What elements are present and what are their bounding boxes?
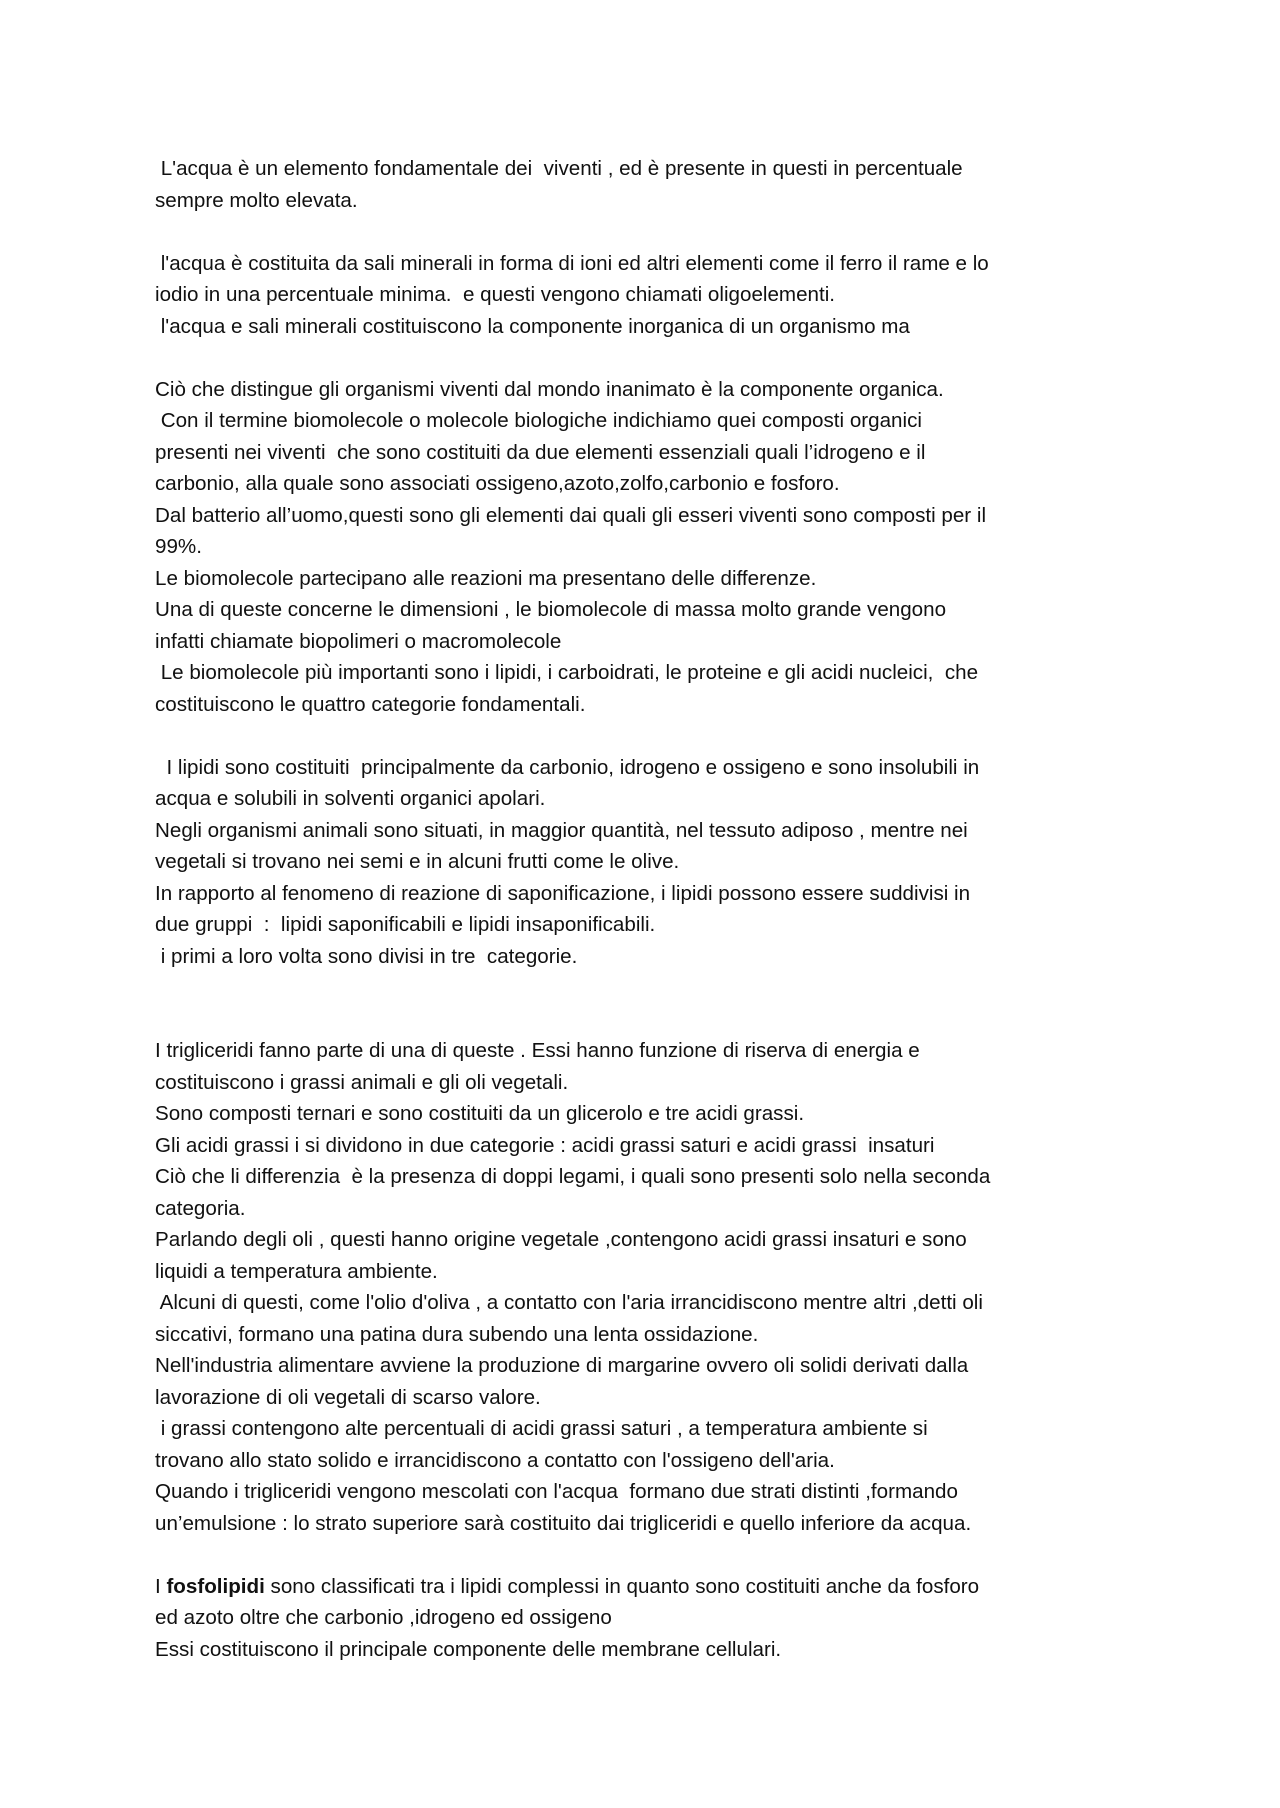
text-line: acqua e solubili in solventi organici apolari.: [155, 787, 546, 810]
text-line: In rapporto al fenomeno di reazione di saponificazione, i lipidi possono essere suddivisi in: [155, 881, 971, 905]
text-line: trovano allo stato solido e irrancidiscono a contatto con l'ossigeno dell'aria.: [155, 1448, 835, 1472]
text-line: Con il termine biomolecole o molecole biologiche indichiamo quei composti organici: [155, 409, 922, 432]
text-line: carbonio, alla quale sono associati ossigeno,azoto,zolfo,carbonio e fosforo.: [155, 472, 840, 495]
text-fragment: I: [155, 1574, 167, 1598]
text-line: Gli acidi grassi i si dividono in due categorie : acidi grassi saturi e acidi grassi insaturi: [155, 1133, 935, 1157]
text-line: 99%.: [155, 535, 202, 558]
bold-term: fosfolipidi: [166, 1574, 265, 1598]
text-line: costituiscono i grassi animali e gli oli vegetali.: [155, 1070, 569, 1094]
text-line: i primi a loro volta sono divisi in tre categorie.: [155, 944, 578, 968]
text-line: Dal batterio all’uomo,questi sono gli elementi dai quali gli esseri viventi sono composti per il: [155, 503, 987, 527]
text-line: Parlando degli oli , questi hanno origine vegetale ,contengono acidi grassi insaturi e sono: [155, 1228, 967, 1251]
text-line: Alcuni di questi, come l'olio d'oliva , a contatto con l'aria irrancidiscono mentre altri ,detti oli: [155, 1291, 983, 1314]
text-fragment: sono classificati tra i lipidi complessi in quanto sono costituiti anche da fosforo: [264, 1574, 980, 1598]
text-line: sempre molto elevata.: [155, 188, 358, 212]
text-line: due gruppi : lipidi saponificabili e lipidi insaponificabili.: [155, 913, 656, 936]
text-line: l'acqua e sali minerali costituiscono la componente inorganica di un organismo ma: [155, 314, 910, 338]
text-line: iodio in una percentuale minima. e questi vengono chiamati oligoelementi.: [155, 283, 836, 306]
text-line: Sono composti ternari e sono costituiti da un glicerolo e tre acidi grassi.: [155, 1102, 805, 1125]
paragraph-spacer: [155, 1539, 1130, 1571]
text-line: un’emulsione : lo strato superiore sarà costituito dai trigliceridi e quello inferiore da acqua.: [155, 1511, 972, 1535]
text-line: I trigliceridi fanno parte di una di queste . Essi hanno funzione di riserva di energia e: [155, 1039, 920, 1062]
text-line: liquidi a temperatura ambiente.: [155, 1259, 438, 1283]
text-line: l'acqua è costituita da sali minerali in forma di ioni ed altri elementi come il ferro il rame e lo: [155, 251, 989, 275]
paragraph-spacer: [155, 342, 1130, 374]
text-line: infatti chiamate biopolimeri o macromolecole: [155, 629, 562, 653]
text-line: vegetali si trovano nei semi e in alcuni frutti come le olive.: [155, 850, 680, 873]
text-line: Una di queste concerne le dimensioni , le biomolecole di massa molto grande vengono: [155, 598, 947, 621]
text-line: Quando i trigliceridi vengono mescolati con l'acqua formano due strati distinti ,formando: [155, 1480, 958, 1503]
text-line: Essi costituiscono il principale componente delle membrane cellulari.: [155, 1637, 782, 1661]
text-line: siccativi, formano una patina dura subendo una lenta ossidazione.: [155, 1322, 759, 1346]
text-line: Nell'industria alimentare avviene la produzione di margarine ovvero oli solidi derivati dalla: [155, 1354, 969, 1377]
document-body: [155, 153, 1130, 1665]
text-line: ed azoto oltre che carbonio ,idrogeno ed ossigeno: [155, 1606, 612, 1629]
text-line: Ciò che distingue gli organismi viventi dal mondo inanimato è la componente organica.: [155, 377, 944, 401]
text-line: Ciò che li differenzia è la presenza di doppi legami, i quali sono presenti solo nella seconda: [155, 1165, 991, 1188]
text-line: Le biomolecole partecipano alle reazioni ma presentano delle differenze.: [155, 566, 817, 590]
text-line: Le biomolecole più importanti sono i lipidi, i carboidrati, le proteine e gli acidi nucleici, che: [155, 661, 979, 684]
text-line: categoria.: [155, 1196, 246, 1220]
paragraph-spacer: [155, 216, 1130, 248]
text-line: i grassi contengono alte percentuali di acidi grassi saturi , a temperatura ambiente si: [155, 1417, 928, 1440]
paragraph-spacer: [155, 720, 1130, 752]
text-line: presenti nei viventi che sono costituiti da due elementi essenziali quali l’idrogeno e il: [155, 440, 926, 464]
text-line: lavorazione di oli vegetali di scarso valore.: [155, 1385, 541, 1409]
text-line: costituiscono le quattro categorie fondamentali.: [155, 692, 586, 716]
text-line: Negli organismi animali sono situati, in maggior quantità, nel tessuto adiposo , mentre nei: [155, 818, 968, 842]
text-line: L'acqua è un elemento fondamentale dei viventi , ed è presente in questi in percentuale: [155, 157, 963, 180]
text-line: [155, 1571, 1130, 1603]
text-line: I lipidi sono costituiti principalmente da carbonio, idrogeno e ossigeno e sono insolubili in: [155, 755, 980, 779]
paragraph-spacer: [155, 972, 1130, 1035]
